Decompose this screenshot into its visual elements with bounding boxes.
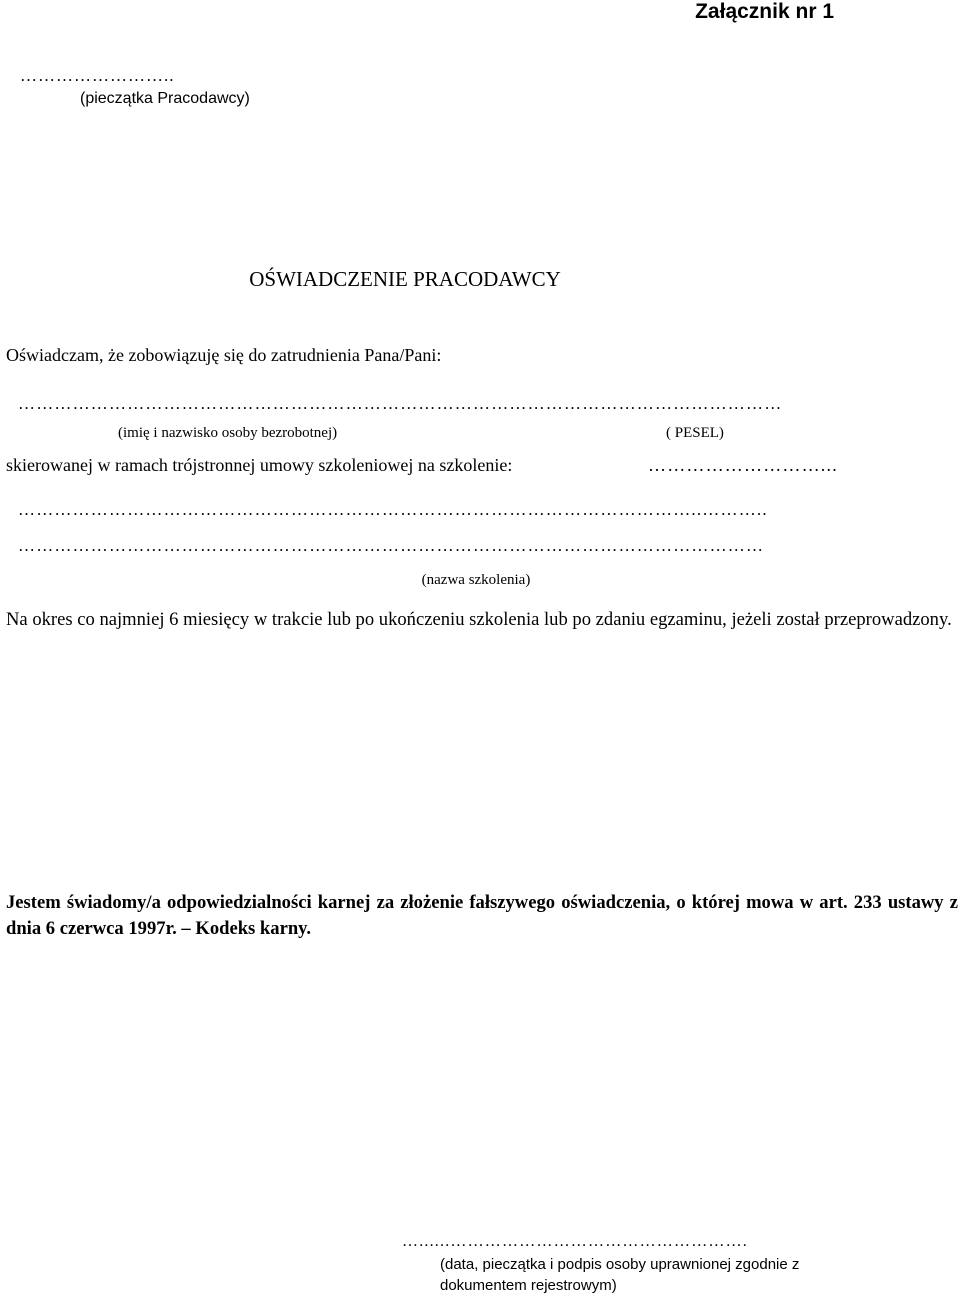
- course-placeholder-inline: ………………………...: [648, 455, 838, 475]
- employer-stamp-placeholder: ……………………..: [20, 66, 175, 85]
- annex-label: Załącznik nr 1: [695, 0, 834, 23]
- course-caption: (nazwa szkolenia): [421, 572, 531, 588]
- name-caption: (imię i nazwisko osoby bezrobotnej): [118, 425, 338, 441]
- signature-placeholder: …......…………………………………………….: [402, 1233, 748, 1250]
- document-title: OŚWIADCZENIE PRACODAWCY: [249, 267, 561, 291]
- referral-text: skierowanej w ramach trójstronnej umowy szkoleniowej na szkolenie:: [6, 455, 513, 475]
- course-placeholder-line-2: ……………………………………………………………………………………………………………: [18, 536, 765, 555]
- employment-period-text: Na okres co najmniej 6 miesięcy w trakcie lub po ukończeniu szkolenia lub po zdaniu egzaminu, jeżeli został przeprowadzony.: [6, 609, 952, 630]
- declaration-intro: Oświadczam, że zobowiązuję się do zatrudnienia Pana/Pani:: [6, 345, 442, 365]
- employer-stamp-caption: (pieczątka Pracodawcy): [80, 90, 250, 107]
- course-placeholder-line-1: …………………………………………………………………………………………………..………..: [18, 500, 768, 519]
- signature-caption: (data, pieczątka i podpis osoby uprawnionej zgodnie z dokumentem rejestrowym): [440, 1256, 800, 1294]
- pesel-caption: ( PESEL): [666, 425, 724, 441]
- criminal-liability-statement: Jestem świadomy/a odpowiedzialności karnej za złożenie fałszywego oświadczenia, o której mowa w art. 233 ustawy z dnia 6 czerwca 1997r. – Kodeks karny.: [6, 892, 958, 939]
- name-placeholder-line: ………………………………………………………………………………………………………………: [18, 394, 783, 413]
